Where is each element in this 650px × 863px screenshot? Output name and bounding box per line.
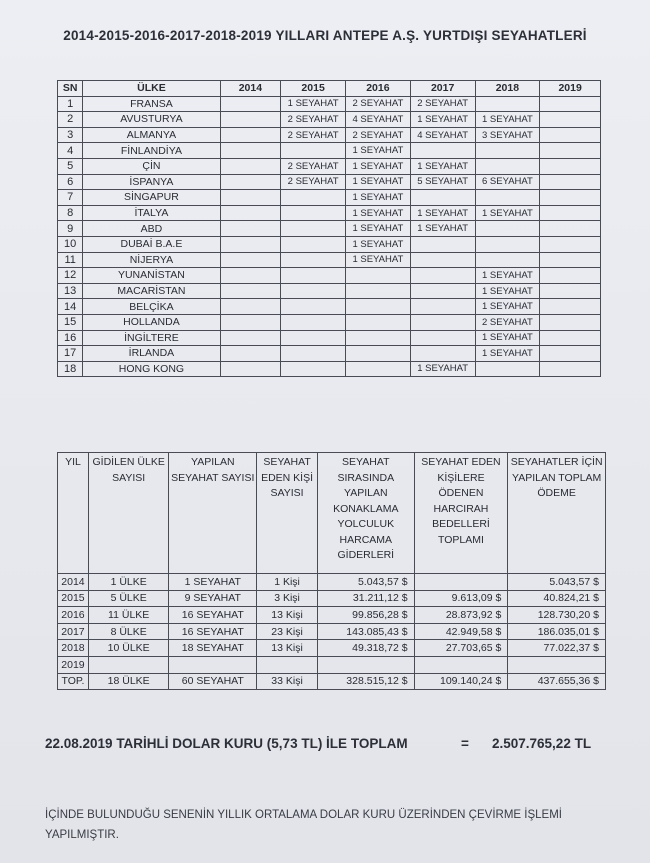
trip-count-cell	[281, 283, 346, 299]
trip-count-cell	[410, 143, 475, 159]
total-payment-cell: 40.824,21 $	[508, 590, 606, 607]
trips-table-row	[58, 143, 601, 159]
trip-count-cell	[220, 143, 281, 159]
trip-count-cell	[281, 236, 346, 252]
row-number-cell: 8	[58, 205, 83, 221]
trip-count-cell	[410, 252, 475, 268]
trip-count-cell	[220, 361, 281, 377]
row-number-cell: 4	[58, 143, 83, 159]
trip-count-cell	[220, 268, 281, 284]
person-count-cell: 13 Kişi	[257, 640, 318, 657]
trip-count-cell: 1 SEYAHAT	[475, 268, 540, 284]
trip-count-cell	[410, 283, 475, 299]
year-cell: 2016	[58, 607, 89, 624]
trip-count-cell: 1 SEYAHAT	[345, 190, 410, 206]
trip-count-cell	[281, 314, 346, 330]
row-number-cell: 15	[58, 314, 83, 330]
row-number-cell: 11	[58, 252, 83, 268]
country-cell: AVUSTURYA	[83, 112, 220, 128]
summary-table-row	[58, 574, 606, 591]
trip-count-cell: 9 SEYAHAT	[169, 590, 257, 607]
country-count-cell: 5 ÜLKE	[88, 590, 169, 607]
trip-count-cell	[540, 112, 601, 128]
country-cell: HONG KONG	[83, 361, 220, 377]
summary-table-row	[58, 656, 606, 673]
expense-cell: 328.515,12 $	[317, 673, 414, 690]
year-cell: 2019	[58, 656, 89, 673]
trips-table-body	[58, 96, 601, 377]
trip-count-cell: 1 SEYAHAT	[475, 346, 540, 362]
country-cell: DUBAİ B.A.E	[83, 236, 220, 252]
expense-cell: 99.856,28 $	[317, 607, 414, 624]
year-cell: 2015	[58, 590, 89, 607]
trips-table-row	[58, 221, 601, 237]
trips-table-row	[58, 174, 601, 190]
trip-count-cell	[220, 236, 281, 252]
trip-count-cell: 1 SEYAHAT	[410, 205, 475, 221]
country-cell: İSPANYA	[83, 174, 220, 190]
trip-count-cell	[540, 205, 601, 221]
trips-table-row	[58, 361, 601, 377]
trip-count-cell	[281, 268, 346, 284]
trips-table-row	[58, 158, 601, 174]
country-count-cell	[88, 656, 169, 673]
trip-count-cell: 18 SEYAHAT	[169, 640, 257, 657]
summary-header-cell: YIL	[58, 453, 89, 574]
trip-count-cell	[345, 330, 410, 346]
trips-table-row	[58, 252, 601, 268]
trip-count-cell	[410, 330, 475, 346]
trip-count-cell: 2 SEYAHAT	[410, 96, 475, 112]
person-count-cell: 3 Kişi	[257, 590, 318, 607]
trip-count-cell	[220, 96, 281, 112]
person-count-cell	[257, 656, 318, 673]
trip-count-cell	[220, 127, 281, 143]
trips-table-row	[58, 96, 601, 112]
trip-count-cell	[540, 158, 601, 174]
trip-count-cell: 1 SEYAHAT	[475, 330, 540, 346]
row-number-cell: 13	[58, 283, 83, 299]
trip-count-cell	[281, 330, 346, 346]
trip-count-cell	[475, 361, 540, 377]
trip-count-cell: 1 SEYAHAT	[410, 158, 475, 174]
trip-count-cell	[540, 346, 601, 362]
trips-header-cell: 2016	[345, 81, 410, 97]
country-count-cell: 1 ÜLKE	[88, 574, 169, 591]
country-cell: ALMANYA	[83, 127, 220, 143]
trips-table-row	[58, 205, 601, 221]
row-number-cell: 1	[58, 96, 83, 112]
exchange-total-value: 2.507.765,22 TL	[492, 736, 592, 751]
trip-count-cell: 1 SEYAHAT	[410, 112, 475, 128]
trip-count-cell: 1 SEYAHAT	[410, 361, 475, 377]
trips-header-cell: 2014	[220, 81, 281, 97]
trip-count-cell: 2 SEYAHAT	[281, 174, 346, 190]
trip-count-cell	[410, 268, 475, 284]
trip-count-cell: 4 SEYAHAT	[410, 127, 475, 143]
trip-count-cell: 1 SEYAHAT	[475, 283, 540, 299]
trips-table-row	[58, 283, 601, 299]
country-cell: ABD	[83, 221, 220, 237]
trip-count-cell	[345, 283, 410, 299]
country-count-cell: 18 ÜLKE	[88, 673, 169, 690]
trip-count-cell	[220, 283, 281, 299]
country-cell: HOLLANDA	[83, 314, 220, 330]
summary-table-row	[58, 590, 606, 607]
trips-header-cell: 2017	[410, 81, 475, 97]
country-cell: FRANSA	[83, 96, 220, 112]
trip-count-cell: 1 SEYAHAT	[475, 112, 540, 128]
trip-count-cell: 1 SEYAHAT	[345, 221, 410, 237]
trip-count-cell	[475, 221, 540, 237]
trip-count-cell	[220, 346, 281, 362]
trips-table-row	[58, 112, 601, 128]
country-count-cell: 8 ÜLKE	[88, 623, 169, 640]
trip-count-cell: 1 SEYAHAT	[475, 205, 540, 221]
trip-count-cell	[281, 143, 346, 159]
country-count-cell: 11 ÜLKE	[88, 607, 169, 624]
row-number-cell: 14	[58, 299, 83, 315]
allowance-cell	[414, 574, 508, 591]
trip-count-cell	[475, 96, 540, 112]
year-cell: 2017	[58, 623, 89, 640]
country-count-cell: 10 ÜLKE	[88, 640, 169, 657]
trip-count-cell: 1 SEYAHAT	[410, 221, 475, 237]
trip-count-cell	[540, 314, 601, 330]
trip-count-cell: 1 SEYAHAT	[281, 96, 346, 112]
footnote: İÇİNDE BULUNDUĞU SENENİN YILLIK ORTALAMA DOLAR KURU ÜZERİNDEN ÇEVİRME İŞLEMİ YAPILMIŞTIR.	[45, 809, 562, 841]
summary-table-row	[58, 673, 606, 690]
trip-count-cell	[540, 96, 601, 112]
country-cell: İTALYA	[83, 205, 220, 221]
trip-count-cell	[220, 158, 281, 174]
year-cell: 2018	[58, 640, 89, 657]
total-payment-cell: 437.655,36 $	[508, 673, 606, 690]
trip-count-cell	[410, 346, 475, 362]
allowance-cell: 42.949,58 $	[414, 623, 508, 640]
trip-count-cell	[540, 127, 601, 143]
trips-table-row	[58, 268, 601, 284]
trip-count-cell	[345, 346, 410, 362]
row-number-cell: 16	[58, 330, 83, 346]
allowance-cell: 109.140,24 $	[414, 673, 508, 690]
trips-header-cell: 2018	[475, 81, 540, 97]
allowance-cell: 28.873,92 $	[414, 607, 508, 624]
trip-count-cell: 60 SEYAHAT	[169, 673, 257, 690]
expense-cell	[317, 656, 414, 673]
trip-count-cell	[281, 346, 346, 362]
total-payment-cell	[508, 656, 606, 673]
row-number-cell: 10	[58, 236, 83, 252]
row-number-cell: 17	[58, 346, 83, 362]
trip-count-cell	[475, 143, 540, 159]
trip-count-cell	[410, 314, 475, 330]
row-number-cell: 9	[58, 221, 83, 237]
trips-table-row	[58, 190, 601, 206]
trip-count-cell	[345, 268, 410, 284]
expense-cell: 143.085,43 $	[317, 623, 414, 640]
trip-count-cell	[540, 268, 601, 284]
trip-count-cell	[540, 221, 601, 237]
trip-count-cell	[540, 299, 601, 315]
trip-count-cell	[220, 252, 281, 268]
trip-count-cell	[410, 190, 475, 206]
summary-header-cell: GİDİLEN ÜLKE SAYISI	[88, 453, 169, 574]
trip-count-cell: 16 SEYAHAT	[169, 607, 257, 624]
trip-count-cell	[540, 283, 601, 299]
summary-header-cell: SEYAHATLER İÇİN YAPILAN TOPLAM ÖDEME	[508, 453, 606, 574]
row-number-cell: 7	[58, 190, 83, 206]
trip-count-cell: 16 SEYAHAT	[169, 623, 257, 640]
summary-table-header	[58, 453, 606, 574]
trips-table	[57, 80, 601, 377]
trips-header-cell: ÜLKE	[83, 81, 220, 97]
person-count-cell: 23 Kişi	[257, 623, 318, 640]
trips-table-header	[58, 81, 601, 97]
trips-table-row	[58, 346, 601, 362]
total-payment-cell: 5.043,57 $	[508, 574, 606, 591]
country-cell: FİNLANDİYA	[83, 143, 220, 159]
row-number-cell: 3	[58, 127, 83, 143]
trip-count-cell	[281, 205, 346, 221]
trip-count-cell	[540, 190, 601, 206]
trip-count-cell: 6 SEYAHAT	[475, 174, 540, 190]
trip-count-cell	[281, 190, 346, 206]
summary-header-cell: YAPILAN SEYAHAT SAYISI	[169, 453, 257, 574]
summary-table-row	[58, 623, 606, 640]
total-payment-cell: 186.035,01 $	[508, 623, 606, 640]
trip-count-cell: 1 SEYAHAT	[169, 574, 257, 591]
expense-cell: 31.211,12 $	[317, 590, 414, 607]
trip-count-cell	[220, 190, 281, 206]
trips-table-row	[58, 330, 601, 346]
trip-count-cell: 1 SEYAHAT	[345, 174, 410, 190]
trip-count-cell	[410, 299, 475, 315]
expense-cell: 49.318,72 $	[317, 640, 414, 657]
trip-count-cell	[220, 174, 281, 190]
trip-count-cell	[281, 361, 346, 377]
trip-count-cell: 1 SEYAHAT	[345, 205, 410, 221]
trip-count-cell: 5 SEYAHAT	[410, 174, 475, 190]
trip-count-cell	[540, 330, 601, 346]
trip-count-cell	[169, 656, 257, 673]
summary-header-cell: SEYAHAT EDEN KİŞİ SAYISI	[257, 453, 318, 574]
trip-count-cell	[220, 112, 281, 128]
row-number-cell: 5	[58, 158, 83, 174]
trips-table-row	[58, 299, 601, 315]
trips-table-row	[58, 314, 601, 330]
year-cell: TOP.	[58, 673, 89, 690]
trips-table-row	[58, 236, 601, 252]
trip-count-cell	[281, 299, 346, 315]
document-title: 2014-2015-2016-2017-2018-2019 YILLARI ANTEPE A.Ş. YURTDIŞI SEYAHATLERİ	[63, 28, 587, 43]
trip-count-cell	[220, 299, 281, 315]
trip-count-cell	[475, 190, 540, 206]
trip-count-cell	[345, 314, 410, 330]
row-number-cell: 18	[58, 361, 83, 377]
trip-count-cell	[540, 236, 601, 252]
exchange-total-line	[45, 736, 592, 751]
country-cell: İNGİLTERE	[83, 330, 220, 346]
trips-header-cell: SN	[58, 81, 83, 97]
summary-table-row	[58, 607, 606, 624]
allowance-cell: 27.703,65 $	[414, 640, 508, 657]
trip-count-cell: 1 SEYAHAT	[475, 299, 540, 315]
trip-count-cell	[475, 252, 540, 268]
trip-count-cell	[220, 330, 281, 346]
country-cell: SİNGAPUR	[83, 190, 220, 206]
trip-count-cell: 3 SEYAHAT	[475, 127, 540, 143]
trips-header-cell: 2015	[281, 81, 346, 97]
summary-header-cell: SEYAHAT EDEN KİŞİLERE ÖDENEN HARCIRAH BEDELLERİ TOPLAMI	[414, 453, 508, 574]
trip-count-cell	[540, 143, 601, 159]
year-cell: 2014	[58, 574, 89, 591]
trip-count-cell: 2 SEYAHAT	[475, 314, 540, 330]
trip-count-cell: 4 SEYAHAT	[345, 112, 410, 128]
trip-count-cell	[220, 314, 281, 330]
trip-count-cell	[345, 361, 410, 377]
trip-count-cell: 1 SEYAHAT	[345, 252, 410, 268]
trip-count-cell: 2 SEYAHAT	[345, 96, 410, 112]
trip-count-cell	[540, 252, 601, 268]
trip-count-cell: 1 SEYAHAT	[345, 143, 410, 159]
exchange-equals-sign: =	[461, 736, 469, 751]
trip-count-cell: 2 SEYAHAT	[345, 127, 410, 143]
total-payment-cell: 77.022,37 $	[508, 640, 606, 657]
trip-count-cell: 2 SEYAHAT	[281, 158, 346, 174]
row-number-cell: 6	[58, 174, 83, 190]
trip-count-cell	[540, 174, 601, 190]
expense-cell: 5.043,57 $	[317, 574, 414, 591]
total-payment-cell: 128.730,20 $	[508, 607, 606, 624]
trip-count-cell	[540, 361, 601, 377]
allowance-cell: 9.613,09 $	[414, 590, 508, 607]
trip-count-cell	[410, 236, 475, 252]
trips-table-row	[58, 127, 601, 143]
trip-count-cell: 2 SEYAHAT	[281, 112, 346, 128]
trip-count-cell	[220, 205, 281, 221]
trip-count-cell: 1 SEYAHAT	[345, 236, 410, 252]
country-cell: İRLANDA	[83, 346, 220, 362]
trip-count-cell	[345, 299, 410, 315]
summary-table	[57, 452, 606, 690]
summary-table-body	[58, 574, 606, 690]
exchange-total-label: 22.08.2019 TARİHLİ DOLAR KURU (5,73 TL) İLE TOPLAM	[45, 736, 408, 751]
row-number-cell: 2	[58, 112, 83, 128]
trip-count-cell	[281, 252, 346, 268]
trip-count-cell	[281, 221, 346, 237]
summary-header-cell: SEYAHAT SIRASINDA YAPILAN KONAKLAMA YOLCULUK HARCAMA GİDERLERİ	[317, 453, 414, 574]
trip-count-cell: 1 SEYAHAT	[345, 158, 410, 174]
trip-count-cell	[220, 221, 281, 237]
person-count-cell: 1 Kişi	[257, 574, 318, 591]
trips-header-cell: 2019	[540, 81, 601, 97]
country-cell: ÇİN	[83, 158, 220, 174]
allowance-cell	[414, 656, 508, 673]
trip-count-cell	[475, 158, 540, 174]
person-count-cell: 33 Kişi	[257, 673, 318, 690]
summary-table-row	[58, 640, 606, 657]
country-cell: YUNANİSTAN	[83, 268, 220, 284]
country-cell: NİJERYA	[83, 252, 220, 268]
row-number-cell: 12	[58, 268, 83, 284]
person-count-cell: 13 Kişi	[257, 607, 318, 624]
country-cell: BELÇİKA	[83, 299, 220, 315]
trip-count-cell: 2 SEYAHAT	[281, 127, 346, 143]
trip-count-cell	[475, 236, 540, 252]
country-cell: MACARİSTAN	[83, 283, 220, 299]
